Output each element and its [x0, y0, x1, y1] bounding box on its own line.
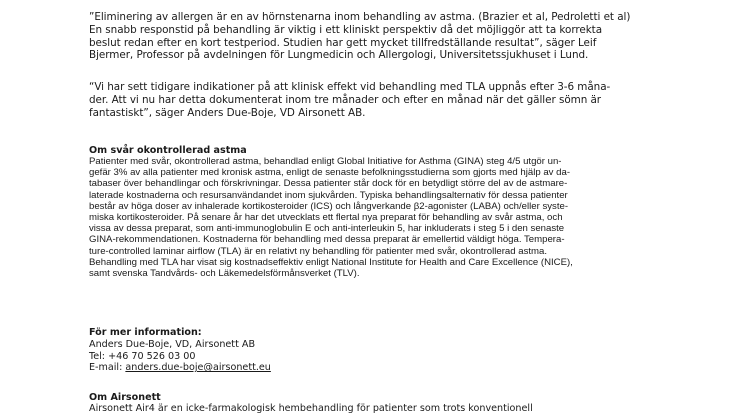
quote-line: En snabb responstid på behandling är viktig i ett kliniskt perspektiv då det möjliggör att ta korrekta	[89, 23, 603, 36]
quote-due-boje	[89, 81, 669, 119]
body-line: vissa av dessa preparat, som anti-immunoglobulin E och anti-interleukin 5, har inkluderats i steg 5 i den senaste	[89, 223, 565, 235]
body-line: miska kortikosteroider. På senare år har det utvecklats ett flertal nya preparat för behandling av svår astma, och	[89, 212, 563, 224]
body-line: Patienter med svår, okontrollerad astma, behandlad enligt Global Initiative for Asthma (GINA) steg 4/5 utgör un-	[89, 156, 562, 167]
body-line: tabaser över behandlingar och förskrivningar. Dessa patienter står dock för en betydligt större del av de astmare-	[89, 178, 568, 190]
contact-details	[89, 339, 669, 374]
body-line: består av höga doser av inhalerade kortikosteroider (ICS) och långverkande β2-agonister (LABA) och/eller syste-	[89, 200, 569, 212]
quote-line: beslut redan efter en kort testperiod. Studien har gett mycket tillfredställande resultat”, säger Leif	[89, 36, 597, 49]
quote-line: ”Eliminering av allergen är en av hörnstenarna inom behandling av astma. (Brazier et al, Pedroletti et al)	[89, 11, 631, 23]
body-line: gefär 3% av alla patienter med kronisk astma, enligt de senaste befolkningsstudierna som gjorts med hjälp av da-	[89, 167, 571, 179]
body-line: laterade kostnaderna och resursanvändandet inom sjukvården. Typiska behandlingsalternativ för dessa patienter	[89, 189, 568, 201]
body-line: ture-controlled laminar airflow (TLA) är en relativt ny behandling för patienter med svår, okontrollerad astma.	[89, 245, 548, 257]
quote-line: “Vi har sett tidigare indikationer på att klinisk effekt vid behandling med TLA uppnås efter 3-6 måna-	[89, 81, 611, 93]
quote-line: Bjermer, Professor på avdelningen för Lungmedicin och Allergologi, Universitetssjukhuset i Lund.	[89, 49, 589, 62]
about-body	[89, 403, 669, 415]
contact-phone: Tel: +46 70 526 03 00	[89, 350, 196, 362]
quote-line: der. Att vi nu har detta dokumenterat inom tre månader och efter en månad när det gäller sömn är	[89, 93, 602, 106]
email-link[interactable]: anders.due-boje@airsonett.eu	[125, 362, 271, 374]
body-line: samt svenska Tandvårds- och Läkemedelsförmånsverket (TLV).	[89, 268, 360, 280]
contact-name: Anders Due-Boje, VD, Airsonett AB	[89, 339, 256, 350]
asthma-body	[89, 156, 669, 279]
about-heading: Om Airsonett	[89, 392, 161, 403]
contact-heading: För mer information:	[89, 327, 202, 338]
body-line: GINA-rekommendationen. Kostnaderna för behandling med dessa preparat är emellertid väldigt höga. Tempera-	[89, 234, 565, 246]
quote-line: fantastiskt”, säger Anders Due-Boje, VD Airsonett AB.	[89, 106, 366, 119]
quote-bjermer	[89, 11, 669, 62]
contact-email-row	[89, 362, 669, 374]
email-label: E-mail:	[89, 362, 126, 374]
asthma-heading: Om svår okontrollerad astma	[89, 145, 247, 156]
body-line: Behandling med TLA har visat sig kostnadseffektiv enligt National Institute for Health and Care Excellence (NICE),	[89, 256, 573, 268]
body-line: Airsonett Air4 är en icke-farmakologisk hembehandling för patienter som trots konventionell	[89, 403, 533, 414]
